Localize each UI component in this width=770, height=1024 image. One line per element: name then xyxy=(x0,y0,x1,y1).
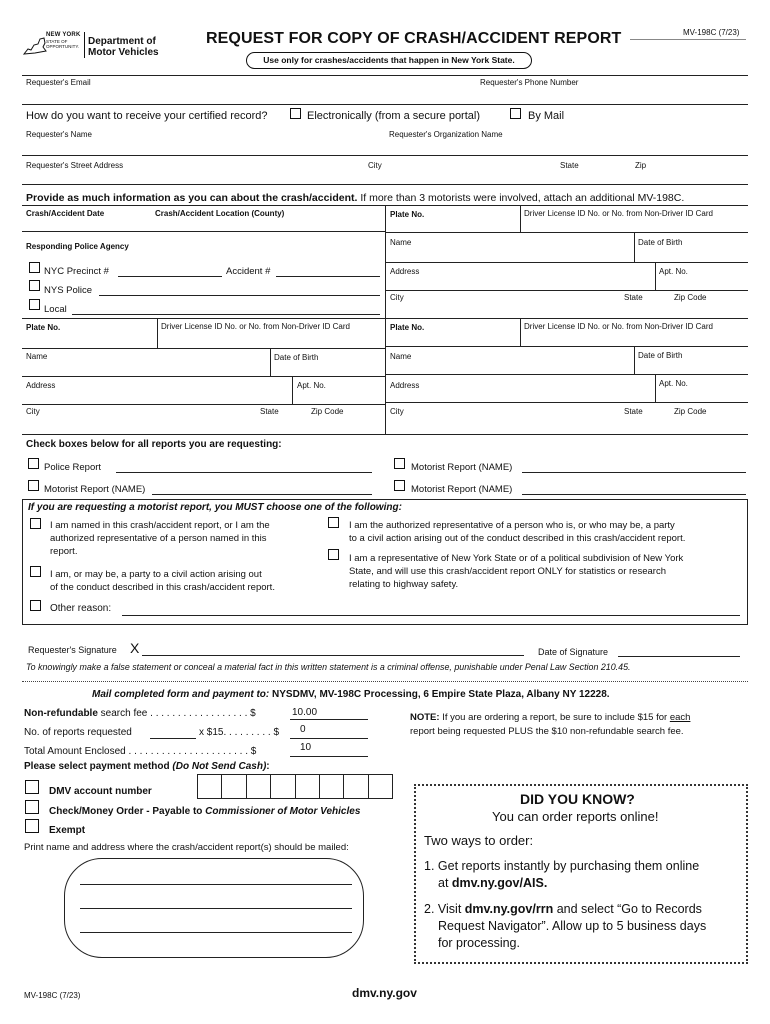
requester-phone-label: Requester's Phone Number xyxy=(480,78,579,87)
requester-city-label: City xyxy=(368,161,382,170)
account-digit-box[interactable] xyxy=(271,775,295,798)
mail-to-address: NYSDMV, MV-198C Processing, 6 Empire State Plaza, Albany NY 12228. xyxy=(272,689,610,700)
check-money-order-line xyxy=(49,806,360,817)
accident-number-label: Accident # xyxy=(226,266,271,277)
opt1-line3: report. xyxy=(50,546,78,557)
account-digit-box[interactable] xyxy=(198,775,222,798)
police-report-label: Police Report xyxy=(44,462,102,473)
m1-name-label: Name xyxy=(390,238,412,247)
m2-name-label: Name xyxy=(26,352,48,361)
police-agency-label: Responding Police Agency xyxy=(26,242,129,251)
reports-heading: Check boxes below for all reports you are requesting: xyxy=(26,439,282,450)
ais-link[interactable]: dmv.ny.gov/AIS. xyxy=(451,876,548,890)
did-you-know-subtitle: You can order reports online! xyxy=(492,809,659,824)
reports-count-label: No. of reports requested xyxy=(24,727,132,738)
search-fee-value: 10.00 xyxy=(292,707,318,718)
payment-note-bold: NOTE: xyxy=(410,712,440,723)
form-id: MV-198C (7/23) xyxy=(683,28,740,37)
way-2-line-2: Request Navigator”. Allow up to 5 business days xyxy=(438,919,707,933)
nys-police-field[interactable] xyxy=(99,295,380,296)
two-ways-label: Two ways to order: xyxy=(424,833,534,848)
motorist-report-right2-label: Motorist Report (NAME) xyxy=(411,484,513,495)
m1-address-label: Address xyxy=(390,267,420,276)
opt2-line2: of the conduct described in this crash/accident report. xyxy=(50,582,275,593)
mailing-address-line-3[interactable] xyxy=(80,932,352,933)
local-police-checkbox[interactable] xyxy=(29,299,40,310)
nys-police-label: NYS Police xyxy=(44,285,93,296)
requester-org-label: Requester's Organization Name xyxy=(389,130,503,139)
m3-plate-label: Plate No. xyxy=(390,323,425,332)
m1-city-label: City xyxy=(390,293,404,302)
way-2-line-3: for processing. xyxy=(438,936,520,950)
opt4-line3: relating to highway safety. xyxy=(349,579,459,590)
dmv-account-label: DMV account number xyxy=(49,786,152,797)
signature-label: Requester's Signature xyxy=(28,645,117,655)
m2-state-label: State xyxy=(260,407,279,416)
nys-only-text: Use only for crashes/accidents that happen in New York State. xyxy=(263,55,515,65)
m1-license-label: Driver License ID No. or No. from Non-Driver ID Card xyxy=(524,209,713,218)
requester-state-label: State xyxy=(560,161,579,170)
mail-to-line xyxy=(92,689,610,700)
m2-city-label: City xyxy=(26,407,40,416)
payment-method-label: Please select payment method xyxy=(24,761,173,772)
local-police-field[interactable] xyxy=(72,314,380,315)
way-1-line-1: 1. Get reports instantly by purchasing them online xyxy=(424,859,700,873)
by-mail-option-label: By Mail xyxy=(528,110,565,122)
account-digit-box[interactable] xyxy=(222,775,246,798)
signature-date-label: Date of Signature xyxy=(538,647,609,657)
receive-question: How do you want to receive your certified record? xyxy=(26,110,268,122)
exempt-label: Exempt xyxy=(49,825,86,836)
requester-name-label: Requester's Name xyxy=(26,130,92,139)
m3-address-label: Address xyxy=(390,381,420,390)
opt1-line2: authorized representative of a person named in this xyxy=(50,533,267,544)
m3-zip-label: Zip Code xyxy=(674,407,707,416)
payment-method-colon: : xyxy=(266,761,270,772)
m2-dob-label: Date of Birth xyxy=(274,353,319,362)
m3-name-label: Name xyxy=(390,352,412,361)
dept-name-line-1: Department of xyxy=(88,36,156,47)
m1-apt-label: Apt. No. xyxy=(659,267,688,276)
m1-plate-label: Plate No. xyxy=(390,210,425,219)
nyc-precinct-label: NYC Precinct # xyxy=(44,266,109,277)
payment-note-each: each xyxy=(669,712,691,723)
dmv-account-checkbox[interactable] xyxy=(25,780,39,794)
way-2-visit: 2. Visit xyxy=(424,902,465,916)
m2-license-label: Driver License ID No. or No. from Non-Driver ID Card xyxy=(161,322,350,331)
m2-apt-label: Apt. No. xyxy=(297,381,326,390)
way-2-rest: and select “Go to Records xyxy=(553,902,702,916)
nys-police-checkbox[interactable] xyxy=(29,280,40,291)
account-digit-box[interactable] xyxy=(320,775,344,798)
payment-note-line1: If you are ordering a report, be sure to include $15 for xyxy=(439,712,670,723)
mail-to-label: Mail completed form and payment to: xyxy=(92,689,270,700)
nyc-precinct-checkbox[interactable] xyxy=(29,262,40,273)
m1-dob-label: Date of Birth xyxy=(638,238,683,247)
police-report-checkbox[interactable] xyxy=(28,458,39,469)
logo-line-1: NEW YORK xyxy=(46,32,81,38)
exempt-checkbox[interactable] xyxy=(25,819,39,833)
motorist-report-right1-label: Motorist Report (NAME) xyxy=(411,462,513,473)
motorist-report-left-checkbox[interactable] xyxy=(28,480,39,491)
payment-note-line2: report being requested PLUS the $10 non-refundable search fee. xyxy=(410,726,684,737)
eligibility-heading: If you are requesting a motorist report, you MUST choose one of the following: xyxy=(28,502,402,513)
crash-date-label: Crash/Accident Date xyxy=(26,209,105,218)
footer-form-id: MV-198C (7/23) xyxy=(24,991,81,1000)
other-reason-field[interactable] xyxy=(122,615,740,616)
did-you-know-title: DID YOU KNOW? xyxy=(520,791,635,807)
crash-instructions xyxy=(26,192,684,204)
signature-field[interactable] xyxy=(142,655,524,656)
other-reason-label: Other reason: xyxy=(50,603,112,614)
way-1-line-2 xyxy=(438,876,547,890)
motorist-report-left-field[interactable] xyxy=(152,494,372,495)
state-representative-checkbox[interactable] xyxy=(328,549,339,560)
false-statement-warning: To knowingly make a false statement or conceal a material fact in this written statement is a criminal offense, punishable under Penal Law Section 210.45. xyxy=(26,662,631,672)
requester-zip-label: Zip xyxy=(635,161,647,170)
named-in-report-checkbox[interactable] xyxy=(30,518,41,529)
crash-instructions-bold: Provide as much information as you can about the crash/accident. xyxy=(26,192,358,204)
reports-amount-value: 0 xyxy=(300,724,306,735)
mailing-address-line-1[interactable] xyxy=(80,884,352,885)
authorized-representative-checkbox[interactable] xyxy=(328,517,339,528)
crash-location-label: Crash/Accident Location (County) xyxy=(155,209,285,218)
rrn-link[interactable]: dmv.ny.gov/rrn xyxy=(464,902,554,916)
local-police-label: Local xyxy=(44,304,67,315)
check-payee: Commissioner of Motor Vehicles xyxy=(205,806,361,817)
by-mail-checkbox[interactable] xyxy=(510,108,521,119)
signature-date-field[interactable] xyxy=(618,656,740,657)
new-york-state-icon xyxy=(22,36,48,56)
search-fee-label: search fee . . . . . . . . . . . . . . . . . . $ xyxy=(97,708,256,719)
nys-only-pill xyxy=(246,52,532,69)
page-title: REQUEST FOR COPY OF CRASH/ACCIDENT REPORT xyxy=(206,30,622,47)
logo-line-2: STATE OF xyxy=(46,39,68,44)
opt4-line2: State, and will use this crash/accident report ONLY for statistics or research xyxy=(349,566,666,577)
reports-count-field[interactable] xyxy=(150,738,196,739)
signature-x-mark: X xyxy=(130,640,140,656)
search-fee-line xyxy=(24,708,256,719)
payment-method-note: (Do Not Send Cash) xyxy=(172,761,267,772)
requester-street-label: Requester's Street Address xyxy=(26,161,124,170)
payment-note xyxy=(410,712,690,723)
account-digit-box[interactable] xyxy=(296,775,320,798)
opt3-line1: I am the authorized representative of a person who is, or who may be, a party xyxy=(349,520,675,531)
motorist-report-right1-checkbox[interactable] xyxy=(394,458,405,469)
total-amount-value: 10 xyxy=(300,742,312,753)
m2-plate-label: Plate No. xyxy=(26,323,61,332)
account-digit-box[interactable] xyxy=(247,775,271,798)
m3-apt-label: Apt. No. xyxy=(659,379,688,388)
party-civil-action-checkbox[interactable] xyxy=(30,566,41,577)
m3-city-label: City xyxy=(390,407,404,416)
mail-to-address-label: Print name and address where the crash/accident report(s) should be mailed: xyxy=(24,842,349,853)
total-amount-label: Total Amount Enclosed . . . . . . . . . . . . . . . . . . . . . . $ xyxy=(24,746,257,757)
police-report-field[interactable] xyxy=(116,472,372,473)
requester-email-label: Requester's Email xyxy=(26,78,91,87)
account-digit-box[interactable] xyxy=(369,775,392,798)
accident-number-field[interactable] xyxy=(276,276,380,277)
nyc-precinct-field[interactable] xyxy=(118,276,222,277)
way-1-at: at xyxy=(438,876,452,890)
mailing-address-line-2[interactable] xyxy=(80,908,352,909)
m2-address-label: Address xyxy=(26,381,56,390)
nys-logo xyxy=(22,30,84,60)
dmv-account-number-boxes[interactable] xyxy=(197,774,393,799)
motorist-report-right2-field[interactable] xyxy=(522,494,746,495)
payment-method-heading xyxy=(24,761,270,772)
motorist-report-right2-checkbox[interactable] xyxy=(394,480,405,491)
search-fee-bold: Non-refundable xyxy=(24,708,98,719)
opt1-line1: I am named in this crash/accident report, or I am the xyxy=(50,520,270,531)
logo-line-3: OPPORTUNITY. xyxy=(46,44,80,49)
check-money-order-checkbox[interactable] xyxy=(25,800,39,814)
dept-name-line-2: Motor Vehicles xyxy=(88,47,159,58)
opt4-line1: I am a representative of New York State or of a political subdivision of New York xyxy=(349,553,684,564)
motorist-report-right1-field[interactable] xyxy=(522,472,746,473)
m1-zip-label: Zip Code xyxy=(674,293,707,302)
m2-zip-label: Zip Code xyxy=(311,407,344,416)
motorist-report-left-label: Motorist Report (NAME) xyxy=(44,484,146,495)
footer-website[interactable]: dmv.ny.gov xyxy=(352,986,417,1000)
crash-instructions-rest: If more than 3 motorists were involved, attach an additional MV-198C. xyxy=(357,192,685,204)
reports-multiplier: x $15. . . . . . . . . $ xyxy=(199,727,280,738)
m3-license-label: Driver License ID No. or No. from Non-Driver ID Card xyxy=(524,322,713,331)
check-money-order-label: Check/Money Order - Payable to xyxy=(49,806,206,817)
account-digit-box[interactable] xyxy=(344,775,368,798)
other-reason-checkbox[interactable] xyxy=(30,600,41,611)
m3-dob-label: Date of Birth xyxy=(638,351,683,360)
m1-state-label: State xyxy=(624,293,643,302)
opt3-line2: to a civil action arising out of the conduct described in this crash/accident report. xyxy=(349,533,686,544)
way-2-line-1 xyxy=(424,902,702,916)
electronic-option-label: Electronically (from a secure portal) xyxy=(307,110,481,122)
m3-state-label: State xyxy=(624,407,643,416)
electronic-checkbox[interactable] xyxy=(290,108,301,119)
opt2-line1: I am, or may be, a party to a civil action arising out xyxy=(50,569,262,580)
